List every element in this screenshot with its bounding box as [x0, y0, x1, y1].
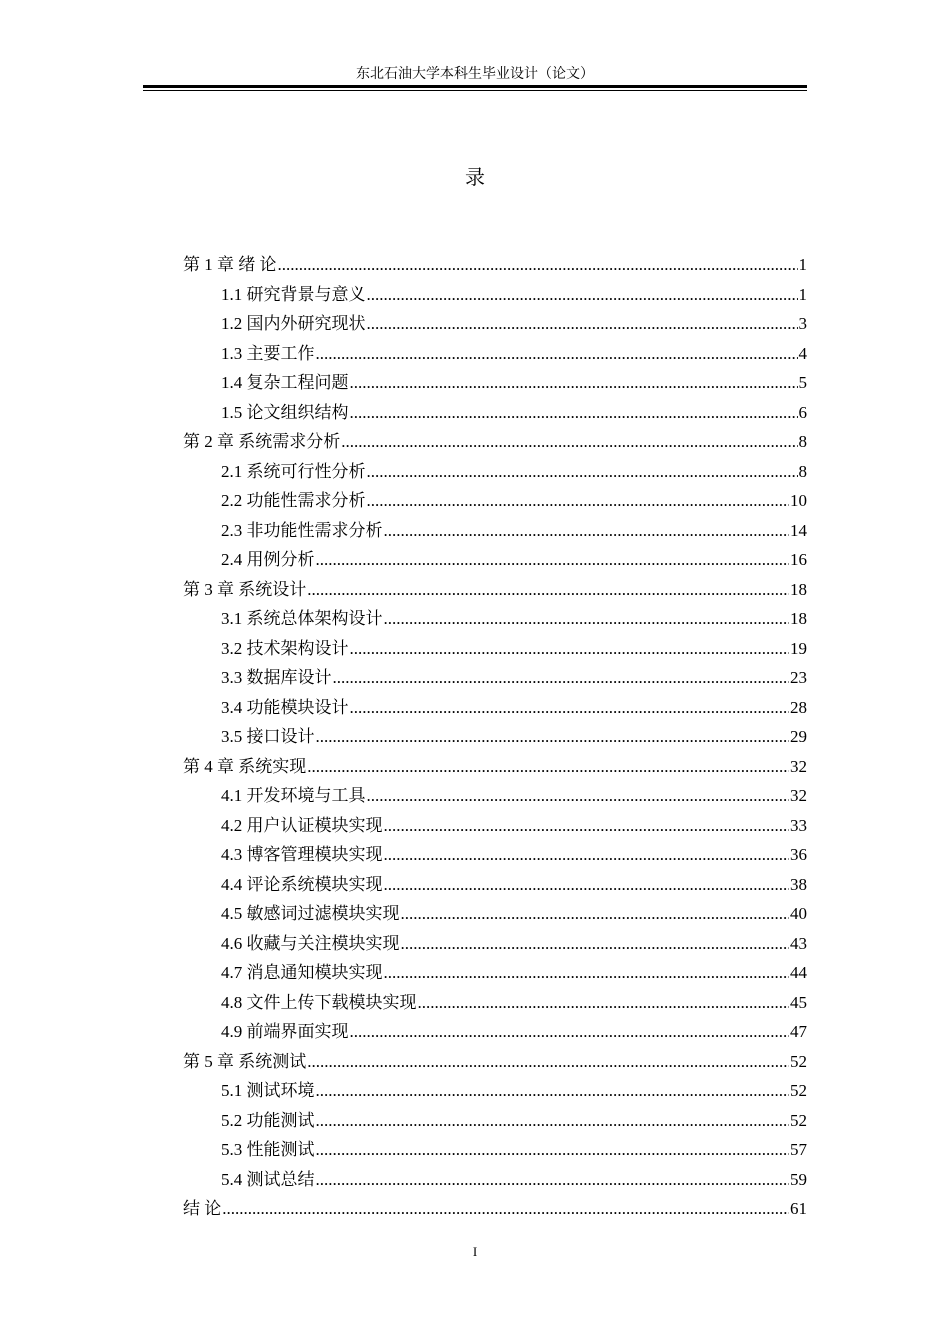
toc-entry-title: 4.8 文件上传下载模块实现	[221, 992, 417, 1012]
toc-entry-page: 5	[798, 373, 807, 392]
toc-entry-page: 43	[790, 933, 807, 953]
toc-section-entry[interactable]	[183, 457, 807, 487]
toc-section-entry[interactable]	[183, 398, 807, 428]
toc-section-entry[interactable]	[183, 1017, 807, 1047]
toc-dot-leader	[316, 545, 790, 575]
toc-entry-title: 3.4 功能模块设计	[221, 697, 349, 717]
toc-dot-leader	[278, 250, 798, 280]
toc-dot-leader	[384, 604, 790, 634]
toc-entry-title: 2.2 功能性需求分析	[221, 491, 366, 510]
toc-dot-leader	[367, 486, 790, 516]
toc-entry-page: 57	[790, 1140, 807, 1159]
toc-section-entry[interactable]	[183, 309, 807, 339]
toc-section-entry[interactable]	[183, 634, 807, 664]
toc-entry-page: 40	[790, 904, 807, 923]
toc-entry-page: 59	[790, 1169, 807, 1189]
toc-entry-title: 2.4 用例分析	[221, 550, 315, 569]
toc-dot-leader	[341, 427, 797, 457]
toc-entry-title: 4.9 前端界面实现	[221, 1022, 349, 1041]
toc-entry-page: 28	[790, 697, 807, 717]
toc-entry-title: 1.2 国内外研究现状	[221, 314, 366, 333]
toc-entry-page: 18	[790, 579, 807, 599]
toc-entry-page: 18	[790, 609, 807, 628]
toc-section-entry[interactable]	[183, 516, 807, 546]
toc-section-entry[interactable]	[183, 339, 807, 369]
toc-section-entry[interactable]	[183, 988, 807, 1018]
toc-entry-title: 1.3 主要工作	[221, 343, 315, 363]
toc-section-entry[interactable]	[183, 1076, 807, 1106]
toc-entry-title: 4.2 用户认证模块实现	[221, 815, 383, 835]
toc-dot-leader	[384, 516, 790, 546]
toc-entry-title: 4.3 博客管理模块实现	[221, 845, 383, 864]
toc-entry-page: 33	[790, 815, 807, 835]
toc-entry-page: 1	[798, 284, 807, 304]
toc-section-entry[interactable]	[183, 781, 807, 811]
toc-section-entry[interactable]	[183, 811, 807, 841]
toc-dot-leader	[350, 693, 790, 723]
toc-dot-leader	[418, 988, 790, 1018]
toc-dot-leader	[401, 899, 790, 929]
toc-entry-title: 第 3 章 系统设计	[183, 579, 307, 599]
toc-dot-leader	[350, 634, 790, 664]
toc-entry-page: 32	[790, 756, 807, 776]
toc-entry-page: 8	[798, 432, 807, 451]
toc-entry-page: 14	[790, 520, 807, 540]
header-rule-thick	[143, 85, 807, 88]
toc-dot-leader	[307, 575, 789, 605]
toc-entry-page: 44	[790, 963, 807, 982]
toc-entry-page: 52	[790, 1081, 807, 1100]
toc-section-entry[interactable]	[183, 368, 807, 398]
toc-section-entry[interactable]	[183, 545, 807, 575]
toc-dot-leader	[401, 929, 790, 959]
toc-dot-leader	[367, 309, 798, 339]
toc-entry-title: 3.3 数据库设计	[221, 668, 332, 687]
toc-entry-page: 36	[790, 845, 807, 864]
toc-entry-page: 52	[790, 1110, 807, 1130]
toc-dot-leader	[316, 1135, 790, 1165]
page-header: 东北石油大学本科生毕业设计（论文）	[356, 67, 594, 82]
toc-entry-title: 第 1 章 绪 论	[183, 255, 277, 274]
toc-dot-leader	[222, 1194, 789, 1224]
toc-dot-leader	[316, 1106, 790, 1136]
toc-entry-page: 19	[790, 638, 807, 658]
toc-entry-title: 5.1 测试环境	[221, 1081, 315, 1100]
toc-entry-page: 32	[790, 786, 807, 805]
toc-entry-page: 38	[790, 874, 807, 894]
toc-entry-title: 3.1 系统总体架构设计	[221, 609, 383, 628]
toc-entry-title: 4.4 评论系统模块实现	[221, 874, 383, 894]
toc-dot-leader	[367, 781, 790, 811]
toc-dot-leader	[350, 398, 798, 428]
toc-chapter-entry[interactable]	[183, 427, 807, 457]
toc-section-entry[interactable]	[183, 486, 807, 516]
toc-entry-page: 47	[790, 1022, 807, 1041]
toc-entry-title: 1.4 复杂工程问题	[221, 373, 349, 392]
toc-entry-title: 3.2 技术架构设计	[221, 638, 349, 658]
toc-title: 录	[465, 167, 485, 189]
toc-entry-title: 第 2 章 系统需求分析	[183, 432, 341, 451]
toc-dot-leader	[350, 368, 798, 398]
toc-entry-page: 61	[790, 1199, 807, 1218]
toc-section-entry[interactable]	[183, 1165, 807, 1195]
toc-dot-leader	[307, 1047, 789, 1077]
toc-entry-page: 3	[798, 314, 807, 333]
page-number: I	[472, 1244, 478, 1259]
toc-section-entry[interactable]	[183, 663, 807, 693]
toc-dot-leader	[384, 870, 790, 900]
toc-entry-title: 3.5 接口设计	[221, 727, 315, 746]
toc-chapter-entry[interactable]	[183, 1047, 807, 1077]
toc-entry-page: 16	[790, 550, 807, 569]
toc-entry-title: 5.3 性能测试	[221, 1140, 315, 1159]
toc-entry-title: 2.1 系统可行性分析	[221, 461, 366, 481]
toc-chapter-entry[interactable]	[183, 1194, 807, 1224]
toc-dot-leader	[350, 1017, 790, 1047]
toc-entry-title: 4.6 收藏与关注模块实现	[221, 933, 400, 953]
toc-dot-leader	[384, 840, 790, 870]
toc-section-entry[interactable]	[183, 958, 807, 988]
toc-section-entry[interactable]	[183, 604, 807, 634]
toc-dot-leader	[333, 663, 790, 693]
toc-entry-title: 第 5 章 系统测试	[183, 1051, 307, 1071]
toc-chapter-entry[interactable]	[183, 575, 807, 605]
toc-section-entry[interactable]	[183, 870, 807, 900]
toc-entry-page: 6	[798, 402, 807, 422]
toc-chapter-entry[interactable]	[183, 752, 807, 782]
toc-dot-leader	[384, 958, 790, 988]
toc-entry-page: 52	[790, 1051, 807, 1071]
toc-dot-leader	[316, 339, 798, 369]
toc-section-entry[interactable]	[183, 840, 807, 870]
toc-entry-page: 10	[790, 491, 807, 510]
toc-entry-page: 4	[798, 343, 807, 363]
toc-entry-title: 第 4 章 系统实现	[183, 756, 307, 776]
toc-section-entry[interactable]	[183, 899, 807, 929]
toc-entry-title: 1.1 研究背景与意义	[221, 284, 366, 304]
toc-entry-title: 结 论	[183, 1199, 222, 1218]
toc-dot-leader	[367, 280, 798, 310]
toc-entry-page: 23	[790, 668, 807, 687]
header-rule-thin	[143, 90, 807, 91]
toc-dot-leader	[316, 1165, 790, 1195]
toc-dot-leader	[316, 722, 790, 752]
toc-entry-title: 2.3 非功能性需求分析	[221, 520, 383, 540]
toc-entry-title: 5.4 测试总结	[221, 1169, 315, 1189]
toc-entry-page: 1	[798, 255, 807, 274]
toc-section-entry[interactable]	[183, 280, 807, 310]
toc-entry-title: 5.2 功能测试	[221, 1110, 315, 1130]
toc-dot-leader	[384, 811, 790, 841]
toc-dot-leader	[316, 1076, 790, 1106]
table-of-contents	[183, 250, 807, 1224]
toc-dot-leader	[367, 457, 798, 487]
toc-section-entry[interactable]	[183, 722, 807, 752]
toc-dot-leader	[307, 752, 789, 782]
toc-entry-title: 4.7 消息通知模块实现	[221, 963, 383, 982]
toc-chapter-entry[interactable]	[183, 250, 807, 280]
toc-section-entry[interactable]	[183, 929, 807, 959]
toc-entry-page: 29	[790, 727, 807, 746]
toc-entry-title: 4.5 敏感词过滤模块实现	[221, 904, 400, 923]
toc-entry-title: 1.5 论文组织结构	[221, 402, 349, 422]
toc-entry-page: 8	[798, 461, 807, 481]
toc-section-entry[interactable]	[183, 1106, 807, 1136]
toc-entry-page: 45	[790, 992, 807, 1012]
toc-section-entry[interactable]	[183, 1135, 807, 1165]
toc-entry-title: 4.1 开发环境与工具	[221, 786, 366, 805]
toc-section-entry[interactable]	[183, 693, 807, 723]
